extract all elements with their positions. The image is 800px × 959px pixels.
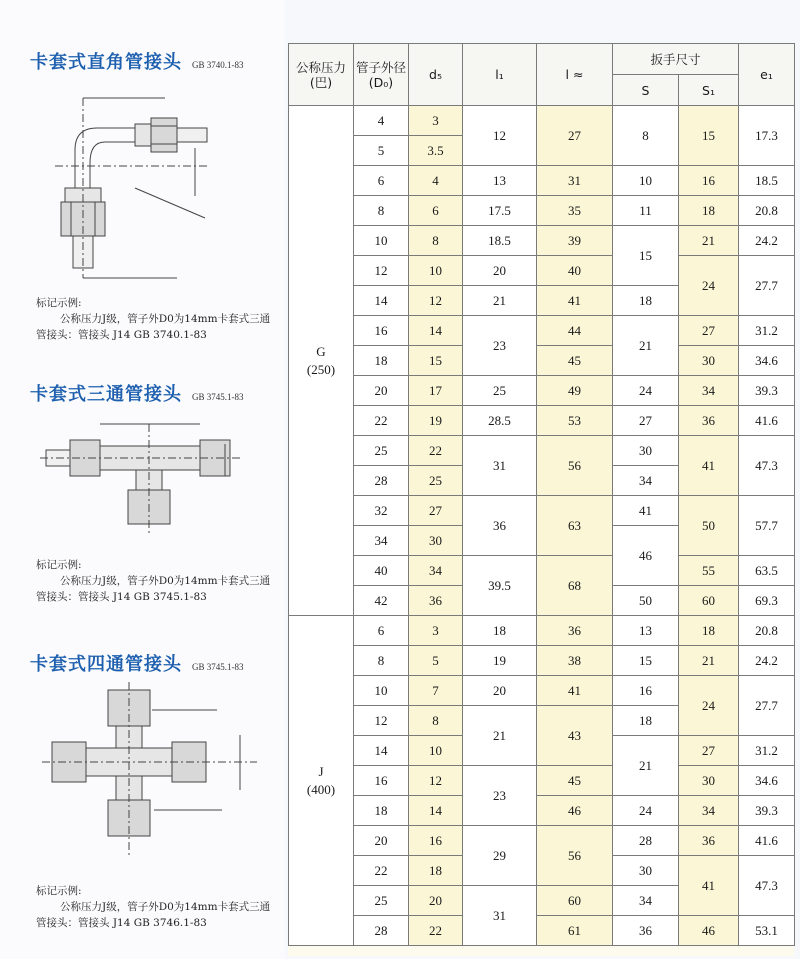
table-cell: 30 <box>679 766 739 796</box>
table-row <box>289 826 795 856</box>
table-cell: 34 <box>679 376 739 406</box>
header-outer-diameter: 管子外径(D₀) <box>354 44 409 106</box>
table-cell: 56 <box>537 826 613 886</box>
table-cell: 28 <box>354 916 409 946</box>
table-cell: 41 <box>537 286 613 316</box>
table-cell: 60 <box>679 586 739 616</box>
table-cell: 40 <box>354 556 409 586</box>
table-cell: 41 <box>679 436 739 496</box>
table-cell: 6 <box>354 616 409 646</box>
table-cell: 30 <box>613 436 679 466</box>
table-cell: 3.5 <box>409 136 463 166</box>
pressure-group-j: J (400) <box>289 616 354 946</box>
table-cell: 63.5 <box>739 556 795 586</box>
table-cell: 10 <box>409 256 463 286</box>
table-cell: 18 <box>409 856 463 886</box>
table-cell: 8 <box>409 226 463 256</box>
table-cell: 53 <box>537 406 613 436</box>
table-cell: 8 <box>354 646 409 676</box>
table-cell: 31 <box>463 886 537 946</box>
table-cell: 36 <box>409 586 463 616</box>
standard-code: GB 3745.1-83 <box>192 392 244 402</box>
table-cell: 15 <box>679 106 739 166</box>
table-cell: 46 <box>537 796 613 826</box>
pressure-group-g: G (250) <box>289 106 354 616</box>
standard-code: GB 3745.1-83 <box>192 662 244 672</box>
table-cell: 28.5 <box>463 406 537 436</box>
table-cell: 10 <box>354 676 409 706</box>
table-cell: 31.2 <box>739 316 795 346</box>
table-cell: 28 <box>354 466 409 496</box>
table-cell: 47.3 <box>739 856 795 916</box>
table-cell: 18.5 <box>463 226 537 256</box>
table-cell: 30 <box>613 856 679 886</box>
table-cell: 30 <box>679 346 739 376</box>
table-cell: 10 <box>613 166 679 196</box>
table-cell: 39.3 <box>739 376 795 406</box>
table-cell: 31.2 <box>739 736 795 766</box>
table-cell: 22 <box>409 916 463 946</box>
table-cell: 34 <box>679 796 739 826</box>
table-cell: 45 <box>537 346 613 376</box>
table-cell: 34.6 <box>739 766 795 796</box>
table-cell: 41.6 <box>739 406 795 436</box>
table-cell: 50 <box>679 496 739 556</box>
table-cell: 47.3 <box>739 436 795 496</box>
table-cell: 13 <box>613 616 679 646</box>
table-cell: 16 <box>679 166 739 196</box>
table-cell: 41.6 <box>739 826 795 856</box>
table-cell: 15 <box>613 226 679 286</box>
table-cell: 68 <box>537 556 613 616</box>
table-cell: 7 <box>409 676 463 706</box>
header-l-approx: l ≈ <box>537 44 613 106</box>
cross-fitting-drawing <box>42 680 257 870</box>
table-row <box>289 196 795 226</box>
table-cell: 18.5 <box>739 166 795 196</box>
table-cell: 14 <box>354 736 409 766</box>
table-cell: 57.7 <box>739 496 795 556</box>
header-pressure: 公称压力(巴) <box>289 44 354 106</box>
table-cell: 18 <box>613 706 679 736</box>
table-cell: 21 <box>679 646 739 676</box>
table-cell: 24 <box>613 796 679 826</box>
table-row <box>289 226 795 256</box>
table-cell: 10 <box>354 226 409 256</box>
section-title-cross: 卡套式四通管接头 GB 3745.1-83 <box>30 654 244 675</box>
table-cell: 12 <box>354 706 409 736</box>
table-cell: 18 <box>463 616 537 646</box>
table-cell: 12 <box>463 106 537 166</box>
table-cell: 16 <box>613 676 679 706</box>
table-cell: 28 <box>613 826 679 856</box>
table-cell: 4 <box>409 166 463 196</box>
table-cell: 39 <box>537 226 613 256</box>
table-cell: 19 <box>409 406 463 436</box>
table-cell: 36 <box>463 496 537 556</box>
table-cell: 63 <box>537 496 613 556</box>
table-cell: 34 <box>613 466 679 496</box>
table-cell: 42 <box>354 586 409 616</box>
table-cell: 44 <box>537 316 613 346</box>
table-cell: 36 <box>537 616 613 646</box>
table-row <box>289 916 795 946</box>
table-cell: 53.1 <box>739 916 795 946</box>
table-row <box>289 256 795 286</box>
table-cell: 18 <box>354 346 409 376</box>
marking-example-3: 标记示例: 公称压力J级，管子外D0为14mm卡套式三通 管接头：管接头 J14 GB 3746.1-83 <box>36 885 271 929</box>
marking-example-2: 标记示例: 公称压力J级，管子外D0为14mm卡套式三通 管接头：管接头 J14 GB 3745.1-83 <box>36 559 271 603</box>
table-row <box>289 676 795 706</box>
table-cell: 3 <box>409 616 463 646</box>
table-cell: 21 <box>463 706 537 766</box>
table-cell: 69.3 <box>739 586 795 616</box>
standard-code: GB 3740.1-83 <box>192 60 244 70</box>
table-cell: 46 <box>679 916 739 946</box>
table-cell: 45 <box>537 766 613 796</box>
table-row <box>289 496 795 526</box>
table-cell: 41 <box>537 676 613 706</box>
table-cell: 20 <box>463 256 537 286</box>
table-cell: 27.7 <box>739 256 795 316</box>
table-cell: 36 <box>679 406 739 436</box>
table-cell: 18 <box>613 286 679 316</box>
table-cell: 15 <box>613 646 679 676</box>
table-cell: 56 <box>537 436 613 496</box>
table-cell: 35 <box>537 196 613 226</box>
header-s: S <box>613 75 679 106</box>
table-cell: 18 <box>354 796 409 826</box>
table-cell: 12 <box>409 286 463 316</box>
table-cell: 27 <box>409 496 463 526</box>
marking-example-1: 标记示例: 公称压力J级，管子外D0为14mm卡套式三通 管接头：管接头 J14 GB 3740.1-83 <box>36 297 271 341</box>
table-cell: 43 <box>537 706 613 766</box>
table-row <box>289 646 795 676</box>
table-cell: 3 <box>409 106 463 136</box>
table-cell: 34 <box>613 886 679 916</box>
table-cell: 18 <box>679 196 739 226</box>
header-l1: l₁ <box>463 44 537 106</box>
table-cell: 23 <box>463 766 537 826</box>
table-cell: 10 <box>409 736 463 766</box>
table-row <box>289 406 795 436</box>
table-cell: 30 <box>409 526 463 556</box>
table-cell: 17 <box>409 376 463 406</box>
table-cell: 27 <box>679 316 739 346</box>
table-cell: 23 <box>463 316 537 376</box>
table-row <box>289 316 795 346</box>
table-cell: 25 <box>409 466 463 496</box>
table-cell: 20.8 <box>739 196 795 226</box>
table-cell: 6 <box>409 196 463 226</box>
table-cell: 15 <box>409 346 463 376</box>
table-cell: 8 <box>354 196 409 226</box>
table-cell: 49 <box>537 376 613 406</box>
table-row <box>289 106 795 136</box>
table-cell: 27 <box>613 406 679 436</box>
table-cell: 50 <box>613 586 679 616</box>
elbow-fitting-drawing <box>35 78 220 283</box>
table-cell: 27 <box>679 736 739 766</box>
table-cell: 5 <box>409 646 463 676</box>
header-d5: d₅ <box>409 44 463 106</box>
table-cell: 39.5 <box>463 556 537 616</box>
table-cell: 31 <box>537 166 613 196</box>
header-e1: e₁ <box>739 44 795 106</box>
table-cell: 4 <box>354 106 409 136</box>
tee-fitting-drawing <box>40 410 240 540</box>
table-row <box>289 166 795 196</box>
table-cell: 24.2 <box>739 226 795 256</box>
table-cell: 12 <box>409 766 463 796</box>
table-cell: 36 <box>679 826 739 856</box>
table-cell: 14 <box>354 286 409 316</box>
header-wrench-size: 扳手尺寸 <box>613 44 739 75</box>
table-cell: 61 <box>537 916 613 946</box>
section-title-elbow: 卡套式直角管接头 GB 3740.1-83 <box>30 52 244 73</box>
table-cell: 6 <box>354 166 409 196</box>
table-cell: 25 <box>354 886 409 916</box>
table-cell: 31 <box>463 436 537 496</box>
table-cell: 14 <box>409 316 463 346</box>
table-cell: 5 <box>354 136 409 166</box>
table-cell: 24 <box>679 256 739 316</box>
table-row <box>289 436 795 466</box>
table-cell: 20 <box>409 886 463 916</box>
table-cell: 13 <box>463 166 537 196</box>
table-cell: 21 <box>613 316 679 376</box>
table-cell: 24.2 <box>739 646 795 676</box>
table-cell: 27.7 <box>739 676 795 736</box>
table-cell: 21 <box>463 286 537 316</box>
table-cell: 21 <box>613 736 679 796</box>
table-row <box>289 346 795 376</box>
table-cell: 21 <box>679 226 739 256</box>
table-cell: 34 <box>409 556 463 586</box>
table-cell: 38 <box>537 646 613 676</box>
table-cell: 22 <box>354 406 409 436</box>
table-cell: 12 <box>354 256 409 286</box>
table-cell: 19 <box>463 646 537 676</box>
table-cell: 20.8 <box>739 616 795 646</box>
table-cell: 29 <box>463 826 537 886</box>
dimension-table <box>288 43 795 946</box>
table-cell: 36 <box>613 916 679 946</box>
table-cell: 55 <box>679 556 739 586</box>
section-title-tee: 卡套式三通管接头 GB 3745.1-83 <box>30 384 244 405</box>
table-cell: 24 <box>613 376 679 406</box>
table-cell: 11 <box>613 196 679 226</box>
table-cell: 18 <box>679 616 739 646</box>
table-cell: 25 <box>463 376 537 406</box>
table-cell: 46 <box>613 526 679 586</box>
table-cell: 34.6 <box>739 346 795 376</box>
table-cell: 17.3 <box>739 106 795 166</box>
table-cell: 41 <box>679 856 739 916</box>
table-cell: 40 <box>537 256 613 286</box>
table-cell: 27 <box>537 106 613 166</box>
table-row <box>289 376 795 406</box>
table-row <box>289 796 795 826</box>
header-s1: S₁ <box>679 75 739 106</box>
table-cell: 22 <box>409 436 463 466</box>
table-cell: 14 <box>409 796 463 826</box>
table-cell: 39.3 <box>739 796 795 826</box>
table-row <box>289 616 795 646</box>
table-cell: 25 <box>354 436 409 466</box>
table-cell: 41 <box>613 496 679 526</box>
table-cell: 20 <box>354 376 409 406</box>
table-cell: 16 <box>354 316 409 346</box>
table-cell: 16 <box>409 826 463 856</box>
table-row <box>289 766 795 796</box>
table-cell: 17.5 <box>463 196 537 226</box>
table-cell: 34 <box>354 526 409 556</box>
table-cell: 24 <box>679 676 739 736</box>
table-cell: 20 <box>463 676 537 706</box>
table-cell: 22 <box>354 856 409 886</box>
table-row <box>289 556 795 586</box>
table-cell: 60 <box>537 886 613 916</box>
table-cell: 16 <box>354 766 409 796</box>
table-cell: 8 <box>613 106 679 166</box>
table-cell: 20 <box>354 826 409 856</box>
table-cell: 32 <box>354 496 409 526</box>
table-cell: 8 <box>409 706 463 736</box>
